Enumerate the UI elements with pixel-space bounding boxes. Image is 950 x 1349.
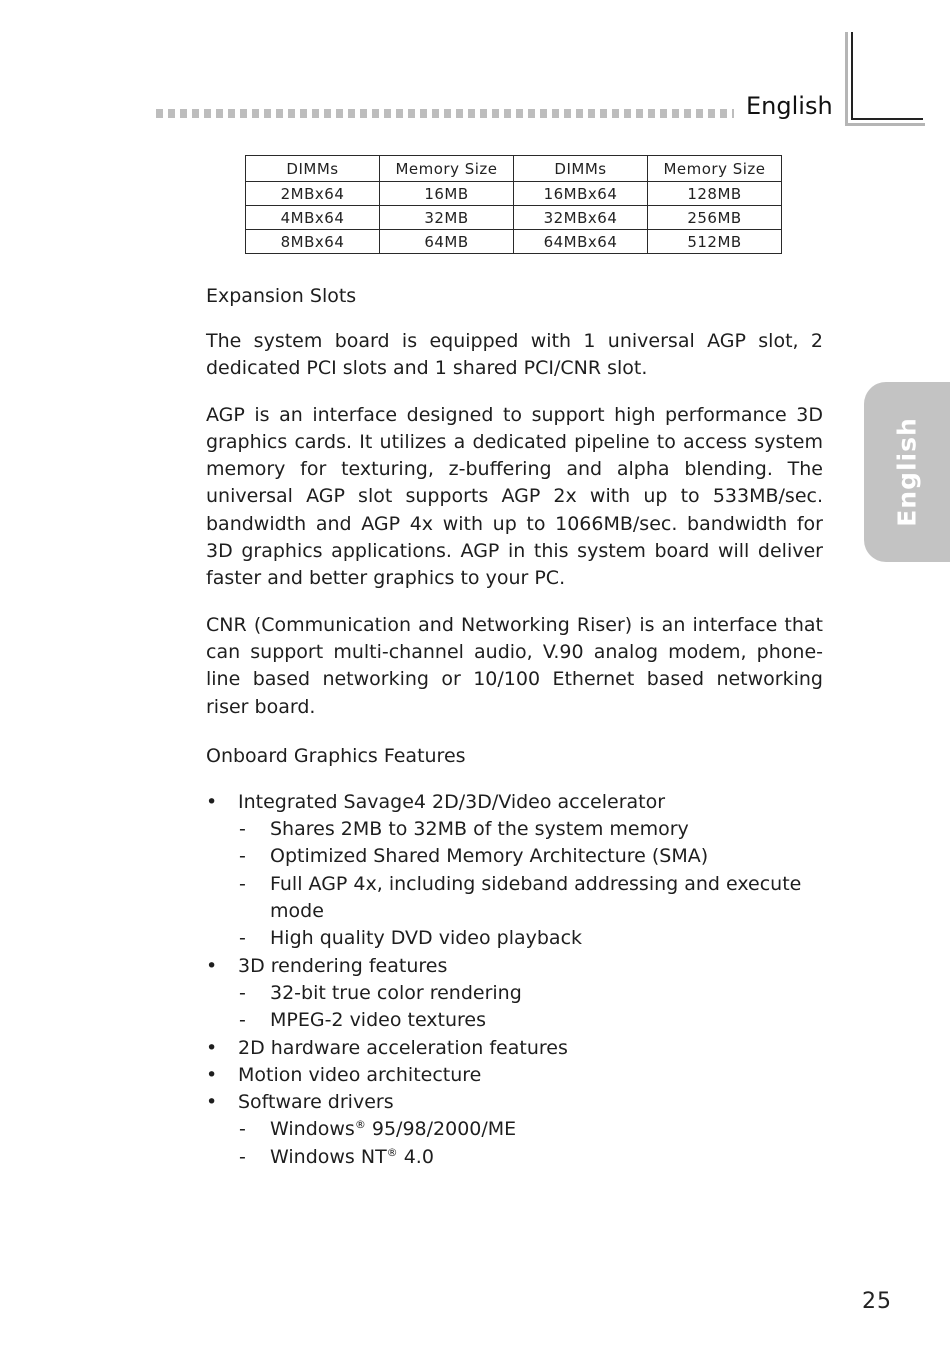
corner-mark-shadow-vertical (845, 32, 848, 126)
list-item (206, 1035, 823, 1062)
features-list (206, 789, 823, 1171)
list-item (206, 1062, 823, 1089)
sub-item-text: High quality DVD video playback (270, 927, 583, 950)
sub-item-text: Windows (270, 1118, 355, 1141)
page-content (206, 283, 823, 1171)
sub-list-item (238, 1144, 823, 1171)
dash-icon: - (239, 1118, 246, 1141)
bullet-icon: • (206, 1036, 218, 1059)
list-item (206, 1089, 823, 1171)
sub-list (238, 980, 823, 1035)
sub-item-text: MPEG-2 video textures (270, 1009, 487, 1032)
sub-item-text: 95/98/2000/ME (365, 1118, 517, 1141)
header-dotted-rule (156, 109, 734, 118)
sub-list-item (238, 980, 823, 1007)
table-cell: 32MB (380, 206, 514, 230)
sub-item-text: Shares 2MB to 32MB of the system memory (270, 818, 689, 841)
table-header-cell: DIMMs (514, 156, 648, 182)
expansion-paragraph: The system board is equipped with 1 universal AGP slot, 2 dedicated PCI slots and 1 shared PCI/CNR slot. (206, 330, 823, 380)
table-cell: 16MBx64 (514, 182, 648, 206)
registered-mark: ® (386, 1145, 398, 1159)
table-row (246, 206, 782, 230)
corner-mark-shadow-horizontal (845, 123, 925, 126)
bullet-icon: • (206, 1063, 218, 1086)
corner-mark-vertical (851, 32, 853, 120)
sub-list-item (238, 925, 823, 952)
memory-size-table (245, 155, 782, 254)
sub-item-text: Full AGP 4x, including sideband addressing and execute mode (270, 872, 802, 923)
table-cell: 128MB (648, 182, 782, 206)
side-language-tab (864, 382, 950, 562)
table-cell: 256MB (648, 206, 782, 230)
dash-icon: - (239, 845, 246, 868)
sub-list-item (238, 871, 823, 926)
list-item-text: Software drivers (238, 1091, 394, 1114)
table-cell: 64MBx64 (514, 230, 648, 254)
table-cell: 4MBx64 (246, 206, 380, 230)
sub-item-text: 32-bit true color rendering (270, 981, 522, 1004)
agp-paragraph: AGP is an interface designed to support high performance 3D graphics cards. It utilizes a dedicated pipeline to access system memory for texturing, z-buffering and alpha blending. The universal AGP slot supports AGP 2x with up to 533MB/sec. bandwidth and AGP 4x with up to 1066MB/sec. bandwidth for 3D graphics applications. AGP in this system board will deliver faster and better graphics to your PC. (206, 403, 823, 590)
sub-list-item (238, 1116, 823, 1143)
expansion-slots-heading: Expansion Slots (206, 285, 357, 307)
bullet-icon: • (206, 790, 218, 813)
dash-icon: - (239, 1009, 246, 1032)
table-row (246, 230, 782, 254)
sub-item-text: Windows NT (270, 1145, 387, 1168)
graphics-features-heading: Onboard Graphics Features (206, 744, 466, 767)
bullet-icon: • (206, 954, 218, 977)
table-cell: 32MBx64 (514, 206, 648, 230)
header-language-label: English (746, 92, 833, 120)
sub-list-item (238, 816, 823, 843)
list-item-text: Motion video architecture (238, 1063, 482, 1086)
cnr-paragraph: CNR (Communication and Networking Riser) is an interface that can support multi-channel audio, V.90 analog modem, phone-line based networking or 10/100 Ethernet based networking riser board. (206, 613, 823, 718)
dash-icon: - (239, 818, 246, 841)
dash-icon: - (239, 927, 246, 950)
sub-list (238, 816, 823, 952)
bullet-icon: • (206, 1091, 218, 1114)
page-number: 25 (862, 1289, 892, 1314)
sub-list (238, 1116, 823, 1171)
table-cell: 2MBx64 (246, 182, 380, 206)
table-cell: 512MB (648, 230, 782, 254)
side-tab-label: English (892, 417, 922, 527)
table-cell: 8MBx64 (246, 230, 380, 254)
list-item-text: Integrated Savage4 2D/3D/Video accelerator (238, 790, 666, 813)
table-row (246, 182, 782, 206)
sub-item-text: 4.0 (397, 1145, 434, 1168)
corner-mark-horizontal (851, 118, 923, 120)
list-item (206, 789, 823, 953)
dash-icon: - (239, 1145, 246, 1168)
sub-list-item (238, 843, 823, 870)
sub-item-text: Optimized Shared Memory Architecture (SMA) (270, 845, 709, 868)
table-cell: 64MB (380, 230, 514, 254)
sub-list-item (238, 1007, 823, 1034)
table-header-cell: DIMMs (246, 156, 380, 182)
table-header-cell: Memory Size (380, 156, 514, 182)
registered-mark: ® (354, 1118, 366, 1132)
dash-icon: - (239, 872, 246, 895)
list-item (206, 953, 823, 1035)
list-item-text: 3D rendering features (238, 954, 448, 977)
dash-icon: - (239, 981, 246, 1004)
table-header-row (246, 156, 782, 182)
list-item-text: 2D hardware acceleration features (238, 1036, 568, 1059)
table-header-cell: Memory Size (648, 156, 782, 182)
table-cell: 16MB (380, 182, 514, 206)
